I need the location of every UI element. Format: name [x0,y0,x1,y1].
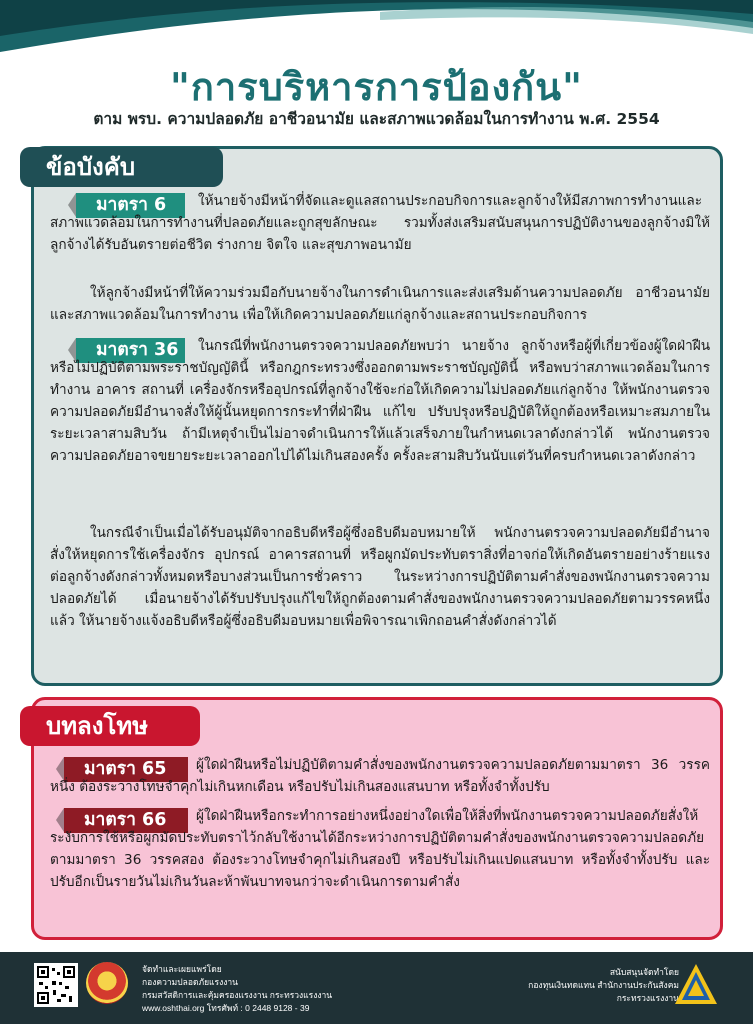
section-36-paragraph-2: ในกรณีจำเป็นเมื่อได้รับอนุมัติจากอธิบดีหรือผู้ซึ่งอธิบดีมอบหมายให้ พนักงานตรวจความปลอดภัยมีอำนาจสั่งให้หยุดการใช้เครื่องจักร อุปกรณ์ อาคารสถานที่ หรือผูกมัดประทับตราสิ่งที่อาจก่อให้เกิดอันตรายอย่างร้ายแรงต่อลูกจ้างดังกล่าวทั้งหมดหรือบางส่วนเป็นการชั่วคราว ในระหว่างการปฏิบัติตามคำสั่งของพนักงานตรวจความปลอดภัยได้ เมื่อนายจ้างได้รับปรับปรุงแก้ไขให้ถูกต้องตามคำสั่งของพนักงานตรวจความปลอดภัยตามวรรคหนึ่งแล้ว ให้นายจ้างแจ้งอธิบดีหรือผู้ซึ่งอธิบดีมอบหมายเพื่อพิจารณาเพิกถอนคำสั่งดังกล่าวได้ [50,525,710,629]
footer-sponsor-info [528,966,679,1005]
section-66-badge: มาตรา 66 [64,808,188,833]
page-subtitle: ตาม พรบ. ความปลอดภัย อาชีวอนามัย และสภาพแวดล้อมในการทำงาน พ.ศ. 2554 [93,110,660,128]
page-title: "การบริหารการป้องกัน" [170,65,583,109]
footer-publisher-line-4: www.oshthai.org โทรศัพท์ : 0 2448 9128 - 39 [142,1003,310,1013]
footer-publisher-line-2: กองความปลอดภัยแรงงาน [142,977,238,987]
ministry-emblem-icon [86,962,128,1004]
section-65-paragraph: ผู้ใดฝ่าฝืนหรือไม่ปฏิบัติตามคำสั่งของพนักงานตรวจความปลอดภัยตามมาตรา 36 วรรคหนึ่ง ต้องระวางโทษจำคุกไม่เกินหกเดือน หรือปรับไม่เกินสองแสนบาท หรือทั้งจำทั้งปรับ [50,757,710,795]
footer-publisher-line-3: กรมสวัสดิการและคุ้มครองแรงงาน กระทรวงแรงงาน [142,990,333,1000]
section-6-paragraph-2: ให้ลูกจ้างมีหน้าที่ให้ความร่วมมือกับนายจ้างในการดำเนินการและส่งเสริมด้านความปลอดภัย อาชีวอนามัย และสภาพแวดล้อมในการทำงาน เพื่อให้เกิดความปลอดภัยแก่ลูกจ้างและสถานประกอบกิจการ [50,285,710,323]
section-6-paragraph-1: ให้นายจ้างมีหน้าที่จัดและดูแลสถานประกอบกิจการและลูกจ้างให้มีสภาพการทำงานและสภาพแวดล้อมในการทำงานที่ปลอดภัยและถูกสุขลักษณะ รวมทั้งส่งเสริมสนับสนุนการปฏิบัติงานของลูกจ้างมิให้ลูกจ้างได้รับอันตรายต่อชีวิต ร่างกาย จิตใจ และสุขภาพอนามัย [50,193,710,253]
footer-sponsor-line-3: กระทรวงแรงงาน [616,993,679,1003]
penalty-heading: บทลงโทษ [20,706,200,746]
social-security-logo-icon [673,962,719,1008]
section-65-badge: มาตรา 65 [64,757,188,782]
section-66-paragraph: ผู้ใดฝ่าฝืนหรือกระทำการอย่างหนึ่งอย่างใดเพื่อให้สิ่งที่พนักงานตรวจความปลอดภัยสั่งให้ระงับการใช้หรือผูกมัดประทับตราไว้กลับใช้งานได้อีกระหว่างการปฏิบัติตามคำสั่งของพนักงานตรวจความปลอดภัยตามมาตรา 36 วรรคสอง ต้องระวางโทษจำคุกไม่เกินสองปี หรือปรับไม่เกินแปดแสนบาท หรือทั้งจำทั้งปรับ และปรับอีกเป็นรายวันไม่เกินวันละห้าพันบาทจนกว่าจะดำเนินการตามคำสั่ง [50,808,710,890]
section-6-badge: มาตรา 6 [76,193,185,218]
footer-publisher-info [142,963,332,1015]
qr-code-icon [34,963,78,1007]
section-36-badge: มาตรา 36 [76,338,185,363]
duties-heading: ข้อบังคับ [20,147,223,187]
footer-publisher-line-1: จัดทำและเผยแพร่โดย [142,964,222,974]
footer-sponsor-line-1: สนับสนุนจัดทำโดย [609,967,679,977]
footer-sponsor-line-2: กองทุนเงินทดแทน สำนักงานประกันสังคม [528,980,679,990]
section-36-paragraph-1: ในกรณีที่พนักงานตรวจความปลอดภัยพบว่า นายจ้าง ลูกจ้างหรือผู้ที่เกี่ยวข้องผู้ใดฝ่าฝืนหรือไม่ปฏิบัติตามพระราชบัญญัตินี้ หรือกฎกระทรวงซึ่งออกตามพระราชบัญญัตินี้ หรือพบว่าสภาพแวดล้อมในการทำงาน อาคาร สถานที่ เครื่องจักรหรืออุปกรณ์ที่ลูกจ้างใช้จะก่อให้เกิดความไม่ปลอดภัยแก่ลูกจ้าง ให้พนักงานตรวจความปลอดภัยมีอำนาจสั่งให้ผู้นั้นหยุดการกระทำที่ฝ่าฝืน แก้ไข ปรับปรุงหรือปฏิบัติให้ถูกต้องหรือเหมาะสมภายในระยะเวลาสามสิบวัน ถ้ามีเหตุจำเป็นไม่อาจดำเนินการให้แล้วเสร็จภายในกำหนดเวลาดังกล่าวได้ พนักงานตรวจความปลอดภัยอาจขยายระยะเวลาออกไปได้ไม่เกินสองครั้ง ครั้งละสามสิบวันนับแต่วันที่ครบกำหนดเวลาดังกล่าว [50,338,710,464]
